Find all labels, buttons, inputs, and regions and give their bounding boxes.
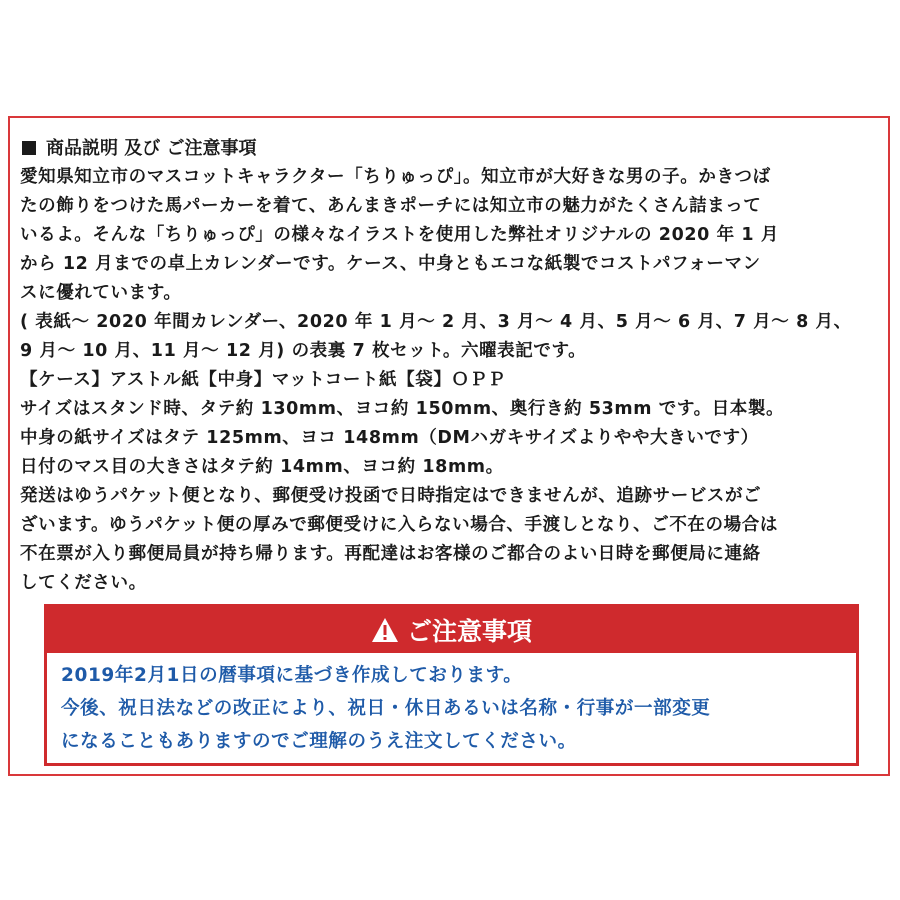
notice-line: 今後、祝日法などの改正により、祝日・休日あるいは名称・行事が一部変更 bbox=[61, 698, 711, 719]
description-line: 9 月～ 10 月、11 月～ 12 月) の表裏 7 枚セット。六曜表記です。 bbox=[20, 341, 587, 361]
description-line: 日付のマス目の大きさはタテ約 14mm、ヨコ約 18mm。 bbox=[20, 457, 504, 477]
description-line: ざいます。ゆうパケット便の厚みで郵便受けに入らない場合、手渡しとなり、ご不在の場合は bbox=[20, 515, 778, 535]
description-line: してください。 bbox=[20, 573, 147, 593]
description-line: ( 表紙～ 2020 年間カレンダー、2020 年 1 月～ 2 月、3 月～ 4 月、5 月～ 6 月、7 月～ 8 月、 bbox=[20, 312, 852, 332]
notice-body bbox=[47, 653, 856, 758]
description-line: いるよ。そんな「ちりゅっぴ」の様々なイラストを使用した弊社オリジナルの 2020 年 1 月 bbox=[20, 225, 779, 245]
description-line: 中身の紙サイズはタテ 125mm、ヨコ 148mm（DMハガキサイズよりやや大きいです） bbox=[20, 428, 759, 448]
description-line: から 12 月までの卓上カレンダーです。ケース、中身ともエコな紙製でコストパフォーマン bbox=[20, 254, 761, 274]
notice-header bbox=[47, 607, 856, 653]
description-line: 【ケース】アストル紙【中身】マットコート紙【袋】ＯＰＰ bbox=[20, 370, 506, 390]
description-line: サイズはスタンド時、タテ約 130mm、ヨコ約 150mm、奥行き約 53mm です。日本製。 bbox=[20, 399, 785, 419]
notice-line: になることもありますのでご理解のうえ注文してください。 bbox=[61, 731, 577, 752]
description-line: スに優れています。 bbox=[20, 283, 182, 303]
description-line: 不在票が入り郵便局員が持ち帰ります。再配達はお客様のご都合のよい日時を郵便局に連絡 bbox=[20, 544, 761, 564]
description-line: 愛知県知立市のマスコットキャラクター「ちりゅっぴ」。知立市が大好きな男の子。かきつば bbox=[20, 167, 771, 187]
warning-icon bbox=[371, 617, 399, 643]
notice-line: 2019年2月1日の暦事項に基づき作成しております。 bbox=[61, 665, 523, 686]
section-heading bbox=[22, 136, 257, 162]
description-line: 発送はゆうパケット便となり、郵便受け投函で日時指定はできませんが、追跡サービスがご bbox=[20, 486, 762, 506]
notice-box bbox=[44, 604, 859, 766]
description-line: たの飾りをつけた馬パーカーを着て、あんまきポーチには知立市の魅力がたくさん詰まって bbox=[20, 196, 762, 216]
heading-text: 商品説明 及び ご注意事項 bbox=[46, 138, 257, 159]
square-bullet-icon bbox=[22, 141, 36, 155]
notice-title: ご注意事項 bbox=[406, 617, 532, 646]
product-description bbox=[20, 163, 886, 598]
